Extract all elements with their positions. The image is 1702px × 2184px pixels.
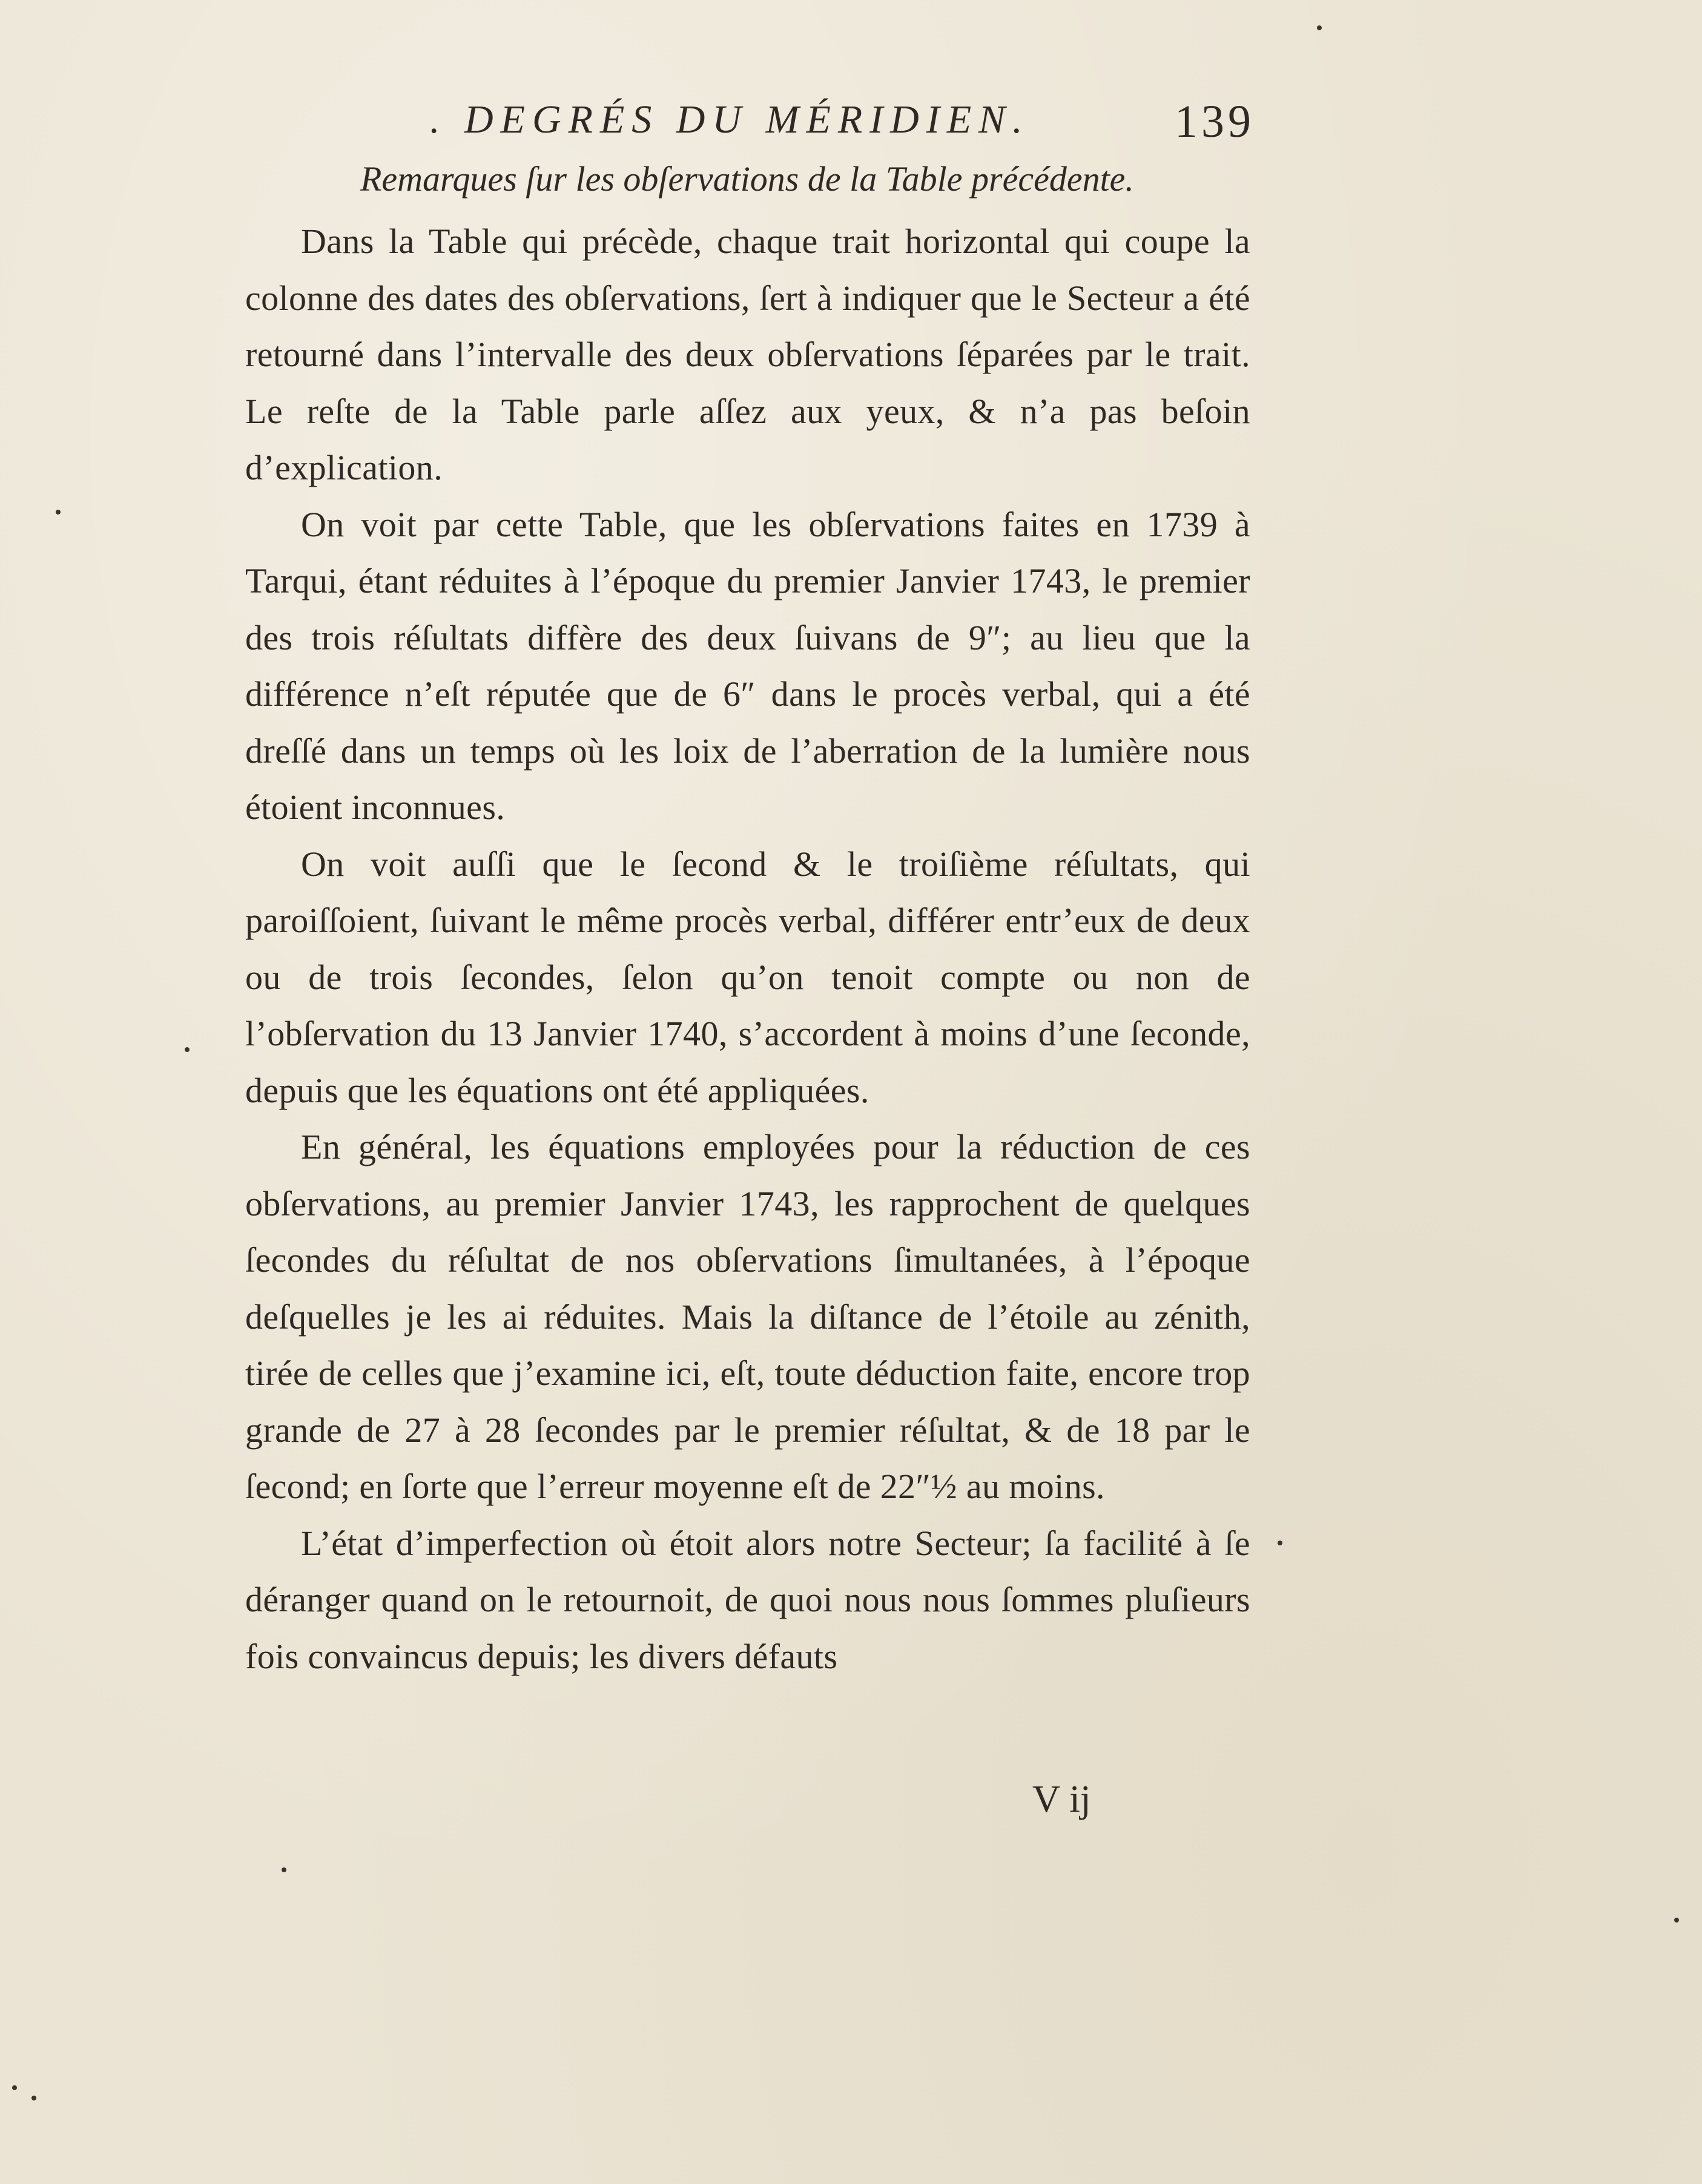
- paragraph-3: On voit auſſi que le ſecond & le troiſième réſultats, qui paroiſſoient, ſuivant le même procès verbal, différer entr’eux de deux ou de trois ſecondes, ſelon qu’on tenoit compte ou non de l’obſervation du 13 Janvier 1740, s’accordent à moins d’une ſeconde, depuis que les équations ont été appliquées.: [245, 844, 1250, 1110]
- running-title: . DEGRÉS DU MÉRIDIEN.: [430, 97, 1030, 142]
- paper-speck: [282, 1867, 286, 1872]
- page-number: 139: [1175, 96, 1255, 147]
- paper-speck: [1674, 1918, 1679, 1923]
- paper-speck: [12, 2085, 17, 2090]
- paper-speck: [185, 1047, 190, 1052]
- paper-speck: [31, 2096, 36, 2100]
- body-text: [245, 213, 1250, 1685]
- signature-mark: V ij: [1032, 1777, 1091, 1820]
- paragraph-4: En général, les équations employées pour la réduction de ces obſervations, au premier Janvier 1743, les rapprochent de quelques ſecondes du réſultat de nos obſervations ſimultanées, à l’époque deſquelles je les ai réduites. Mais la diſtance de l’étoile au zénith, tirée de celles que j’examine ici, eſt, toute déduction faite, encore trop grande de 27 à 28 ſecondes par le premier réſultat, & de 18 par le ſecond; en ſorte que l’erreur moyenne eſt de 22″½ au moins.: [245, 1127, 1250, 1506]
- paper-speck: [56, 510, 61, 515]
- page-header: [418, 91, 1326, 151]
- paragraph-5: L’état d’imperfection où étoit alors notre Secteur; ſa facilité à ſe déranger quand on le retournoit, de quoi nous nous ſommes pluſieurs fois convaincus depuis; les divers défauts: [245, 1523, 1250, 1676]
- section-heading: Remarques ſur les obſervations de la Table précédente.: [360, 159, 1134, 199]
- paper-speck: [1278, 1541, 1282, 1545]
- paragraph-1: Dans la Table qui précède, chaque trait horizontal qui coupe la colonne des dates des obſervations, ſert à indiquer que le Secteur a été retourné dans l’intervalle des deux obſervations ſéparées par le trait. Le reſte de la Table parle aſſez aux yeux, & n’a pas beſoin d’explication.: [245, 222, 1250, 487]
- paper-speck: [1317, 25, 1322, 30]
- paragraph-2: On voit par cette Table, que les obſervations faites en 1739 à Tarqui, étant réduites à l’époque du premier Janvier 1743, le premier des trois réſultats diffère des deux ſuivans de 9″; au lieu que la différence n’eſt réputée que de 6″ dans le procès verbal, qui a été dreſſé dans un temps où les loix de l’aberration de la lumière nous étoient inconnues.: [245, 504, 1250, 827]
